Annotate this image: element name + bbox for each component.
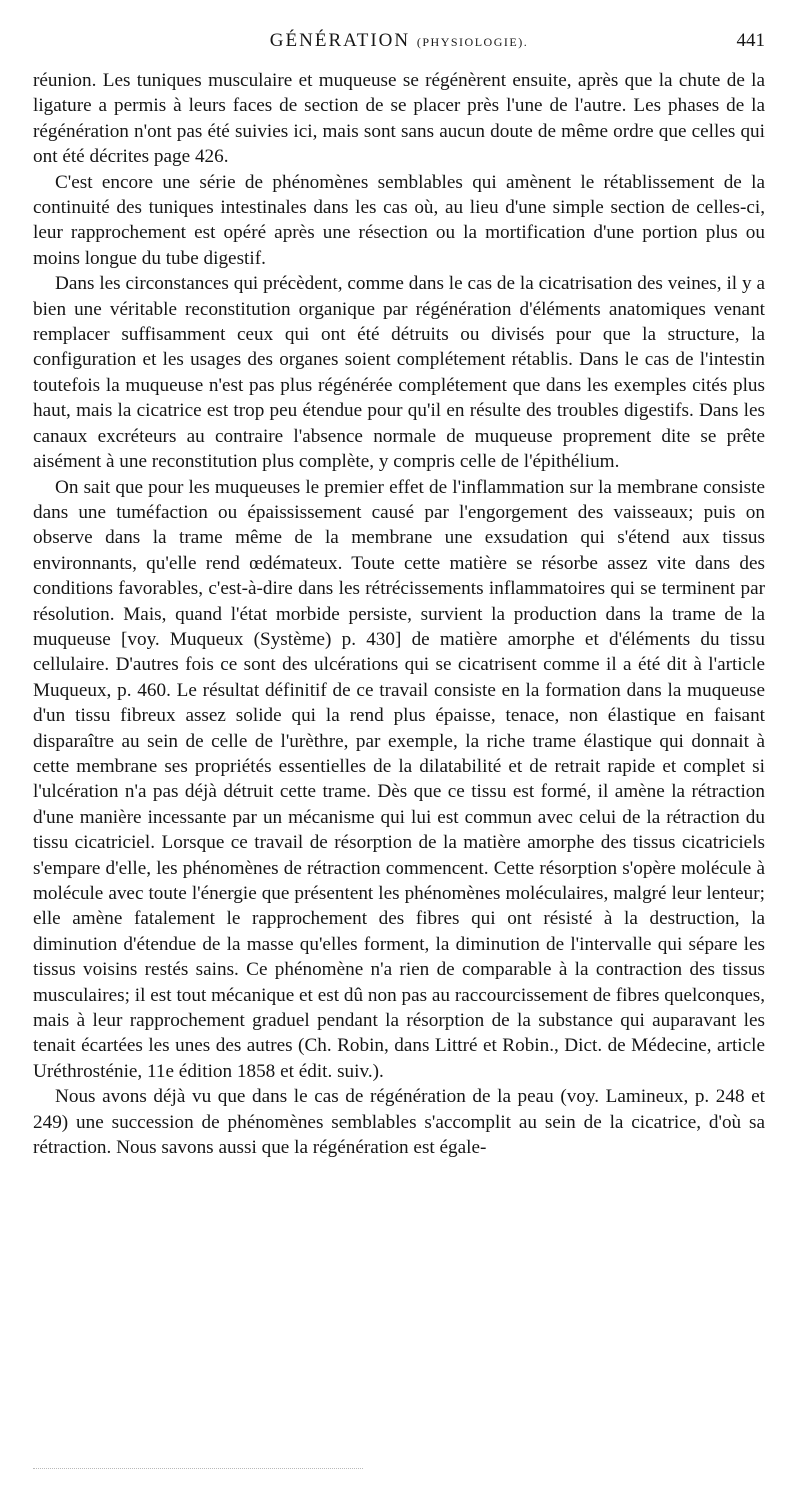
paragraph-4: On sait que pour les muqueuses le premier effet de l'inflammation sur la membrane consiste dans une tuméfaction ou épaississement causé par l'engorgement des vaisseaux; puis on observe dans la trame même de la membrane une exsudation qui s'étend aux tissus environnants, qu'elle rend œdémateux. Toute cette matière se résorbe assez vite dans des conditions favorables, c'est-à-dire dans les rétrécissements inflammatoires qui se terminent par résolution. Mais, quand l'état morbide persiste, survient la production dans la trame de la muqueuse [voy. Muqueux (Système) p. 430] de matière amorphe et d'éléments du tissu cellulaire. D'autres fois ce sont des ulcérations qui se cicatrisent comme il a été dit à l'article Muqueux, p. 460. Le résultat définitif de ce travail consiste en la formation dans la muqueuse d'un tissu fibreux assez solide qui la rend plus épaisse, tenace, non élastique en faisant disparaître au sein de celle de l'urèthre, par exemple, la riche trame élastique qui donnait à cette membrane ses propriétés essentielles de la dilatabilité et de retrait rapide et complet si l'ulcération n'a pas déjà détruit cette trame. Dès que ce tissu est formé, il amène la rétraction d'une manière incessante par un mécanisme qui lui est commun avec celui de la rétraction du tissu cicatriciel. Lorsque ce travail de résorption de la matière amorphe des tissus cicatriciels s'empare d'elle, les phénomènes de rétraction commencent. Cette résorption s'opère molécule à molécule avec toute l'énergie que présentent les phénomènes moléculaires, malgré leur lenteur; elle amène fatalement le rapprochement des fibres qui ont résisté à la destruction, la diminution d'étendue de la masse qu'elles forment, la diminution de l'intervalle qui sépare les tissus voisins restés sains. Ce phénomène n'a rien de comparable à la contraction des tissus musculaires; il est tout mécanique et est dû non pas au raccourcissement de fibres quelconques, mais à leur rapprochement graduel pendant la résorption de la substance qui auparavant les tenait écartées les unes des autres (Ch. Robin, dans Littré et Robin., Dict. de Médecine, article Uréthrosténie, 11e édition 1858 et édit. suiv.). — [33, 476, 765, 1082]
page-number: 441 — [736, 30, 765, 51]
header-title — [33, 30, 765, 52]
paragraph-3: Dans les circonstances qui précèdent, comme dans le cas de la cicatrisation des veines, il y a bien une véritable reconstitution organique par régénération d'éléments anatomiques venant remplacer suffisamment ceux qui ont été détruits ou divisés pour que la structure, la configuration et les usages des organes soient complétement rétablis. Dans le cas de l'intestin toutefois la muqueuse n'est pas plus régénérée complétement que dans les exemples cités plus haut, mais la cicatrice est trop peu étendue pour qu'il en résulte des troubles digestifs. Dans les canaux excréteurs au contraire l'absence normale de muqueuse proprement dite se prête aisément à une reconstitution plus complète, y compris celle de l'épithélium. — [33, 273, 765, 473]
header-title-sub: (PHYSIOLOGIE). — [416, 35, 529, 49]
page — [33, 30, 765, 1160]
paragraph-2: C'est encore une série de phénomènes semblables qui amènent le rétablissement de la continuité des tuniques intestinales dans les cas où, au lieu d'une simple section de celles-ci, leur rapprochement est opéré après une résection ou la mortification d'une portion plus ou moins longue du tube digestif. — [33, 171, 765, 269]
body-text — [33, 68, 765, 1160]
paragraph-5: Nous avons déjà vu que dans le cas de régénération de la peau (voy. Lamineux, p. 248 et 249) une succession de phénomènes semblables s'accomplit au sein de la cicatrice, d'où sa rétraction. Nous savons aussi que la régénération est égale- — [33, 1086, 765, 1159]
running-header — [33, 30, 765, 58]
bottom-bleedthrough-rule — [33, 1468, 363, 1469]
paragraph-1: réunion. Les tuniques musculaire et muqueuse se régénèrent ensuite, après que la chute de la ligature a permis à leurs faces de section de se placer près l'une de l'autre. Les phases de la régénération n'ont pas été suivies ici, mais sont sans aucun doute de même ordre que celles qui ont été décrites page 426. — [33, 70, 765, 168]
header-title-main: GÉNÉRATION — [269, 30, 411, 51]
